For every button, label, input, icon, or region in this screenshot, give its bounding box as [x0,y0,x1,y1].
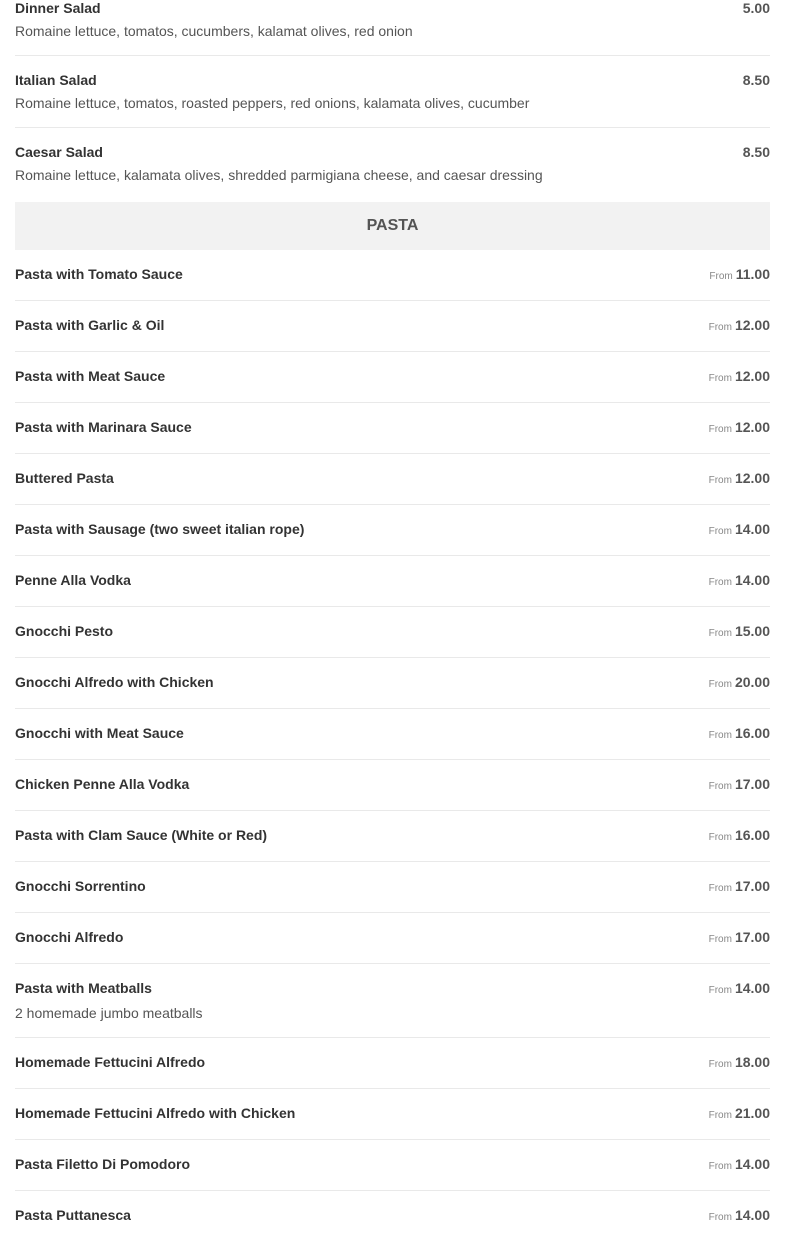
item-description: Romaine lettuce, tomatos, cucumbers, kalamat olives, red onion [15,23,413,39]
price-from-label: From [708,985,732,996]
price-from-label: From [708,832,732,843]
item-price: 17.00 [734,929,770,945]
item-name: Pasta with Meatballs [15,980,152,996]
item-name: Gnocchi Alfredo with Chicken [15,674,214,690]
item-price: 14.00 [734,572,770,588]
item-price: 11.00 [735,266,770,282]
menu-item[interactable] [15,811,770,862]
item-name: Pasta with Marinara Sauce [15,419,192,435]
item-price: 14.00 [734,521,770,537]
menu-item[interactable] [15,1089,770,1140]
menu-item-caesar-salad[interactable] [15,128,770,199]
item-price: 18.00 [734,1054,770,1070]
menu-item[interactable] [15,352,770,403]
price-from-label: From [708,1161,732,1172]
item-name: Caesar Salad [15,144,103,160]
item-name: Italian Salad [15,72,97,88]
pasta-item-list [15,250,770,1241]
price-from-label: From [708,730,732,741]
item-name: Pasta Filetto Di Pomodoro [15,1156,191,1172]
item-name: Buttered Pasta [15,470,114,486]
menu-item[interactable] [15,505,770,556]
menu-list [15,0,770,1241]
menu-item-dinner-salad[interactable] [15,0,770,56]
item-price: 20.00 [734,674,770,690]
item-name: Gnocchi with Meat Sauce [15,725,184,741]
item-name: Pasta with Meat Sauce [15,368,166,384]
item-price: 12.00 [734,419,770,435]
menu-item[interactable] [15,454,770,505]
menu-item[interactable] [15,607,770,658]
price-from-label: From [708,934,732,945]
menu-item[interactable] [15,913,770,964]
menu-item[interactable] [15,862,770,913]
item-price: 12.00 [734,368,770,384]
price-from-label: From [708,322,732,333]
price-from-label: From [708,424,732,435]
item-price: 8.50 [742,72,770,88]
item-price: 12.00 [734,470,770,486]
item-name: Penne Alla Vodka [15,572,131,588]
price-from-label: From [708,475,732,486]
price-from-label: From [708,577,732,588]
menu-item[interactable] [15,556,770,607]
item-name: Pasta with Clam Sauce (White or Red) [15,827,268,843]
item-price: 17.00 [734,776,770,792]
item-price: 16.00 [734,725,770,741]
section-header-pasta: PASTA [15,202,770,250]
item-price: 21.00 [734,1105,770,1121]
item-name: Pasta with Tomato Sauce [15,266,183,282]
item-price: 12.00 [734,317,770,333]
menu-item[interactable] [15,760,770,811]
item-name: Pasta with Sausage (two sweet italian rope) [15,521,305,537]
item-price: 16.00 [734,827,770,843]
item-name: Chicken Penne Alla Vodka [15,776,190,792]
item-name: Pasta Puttanesca [15,1207,131,1223]
menu-item[interactable] [15,709,770,760]
price-from-label: From [708,628,732,639]
menu-item[interactable] [15,1140,770,1191]
item-name: Dinner Salad [15,0,101,16]
price-from-label: From [708,1110,732,1121]
price-from-label: From [708,679,732,690]
menu-item[interactable] [15,250,770,301]
item-name: Gnocchi Sorrentino [15,878,146,894]
menu-item[interactable] [15,403,770,454]
item-description: Romaine lettuce, tomatos, roasted peppers, red onions, kalamata olives, cucumber [15,95,530,111]
item-price: 17.00 [734,878,770,894]
item-name: Gnocchi Alfredo [15,929,124,945]
price-from-label: From [708,1059,732,1070]
item-name: Pasta with Garlic & Oil [15,317,165,333]
item-price: 15.00 [734,623,770,639]
item-price: 14.00 [734,1207,770,1223]
item-price: 8.50 [742,144,770,160]
menu-item-italian-salad[interactable] [15,56,770,128]
item-description: Romaine lettuce, kalamata olives, shredded parmigiana cheese, and caesar dressing [15,167,543,183]
price-from-label: From [708,781,732,792]
menu-item[interactable] [15,1191,770,1241]
menu-item[interactable] [15,1038,770,1089]
menu-item[interactable] [15,658,770,709]
item-price: 5.00 [742,0,770,16]
menu-item[interactable] [15,301,770,352]
menu-item[interactable] [15,964,770,1038]
item-name: Homemade Fettucini Alfredo with Chicken [15,1105,296,1121]
item-description: 2 homemade jumbo meatballs [15,1005,203,1021]
price-from-label: From [708,526,732,537]
item-name: Gnocchi Pesto [15,623,114,639]
item-price: 14.00 [734,1156,770,1172]
price-from-label: From [708,373,732,384]
item-name: Homemade Fettucini Alfredo [15,1054,206,1070]
price-from-label: From [709,271,733,282]
price-from-label: From [708,1212,732,1223]
price-from-label: From [708,883,732,894]
item-price: 14.00 [734,980,770,996]
